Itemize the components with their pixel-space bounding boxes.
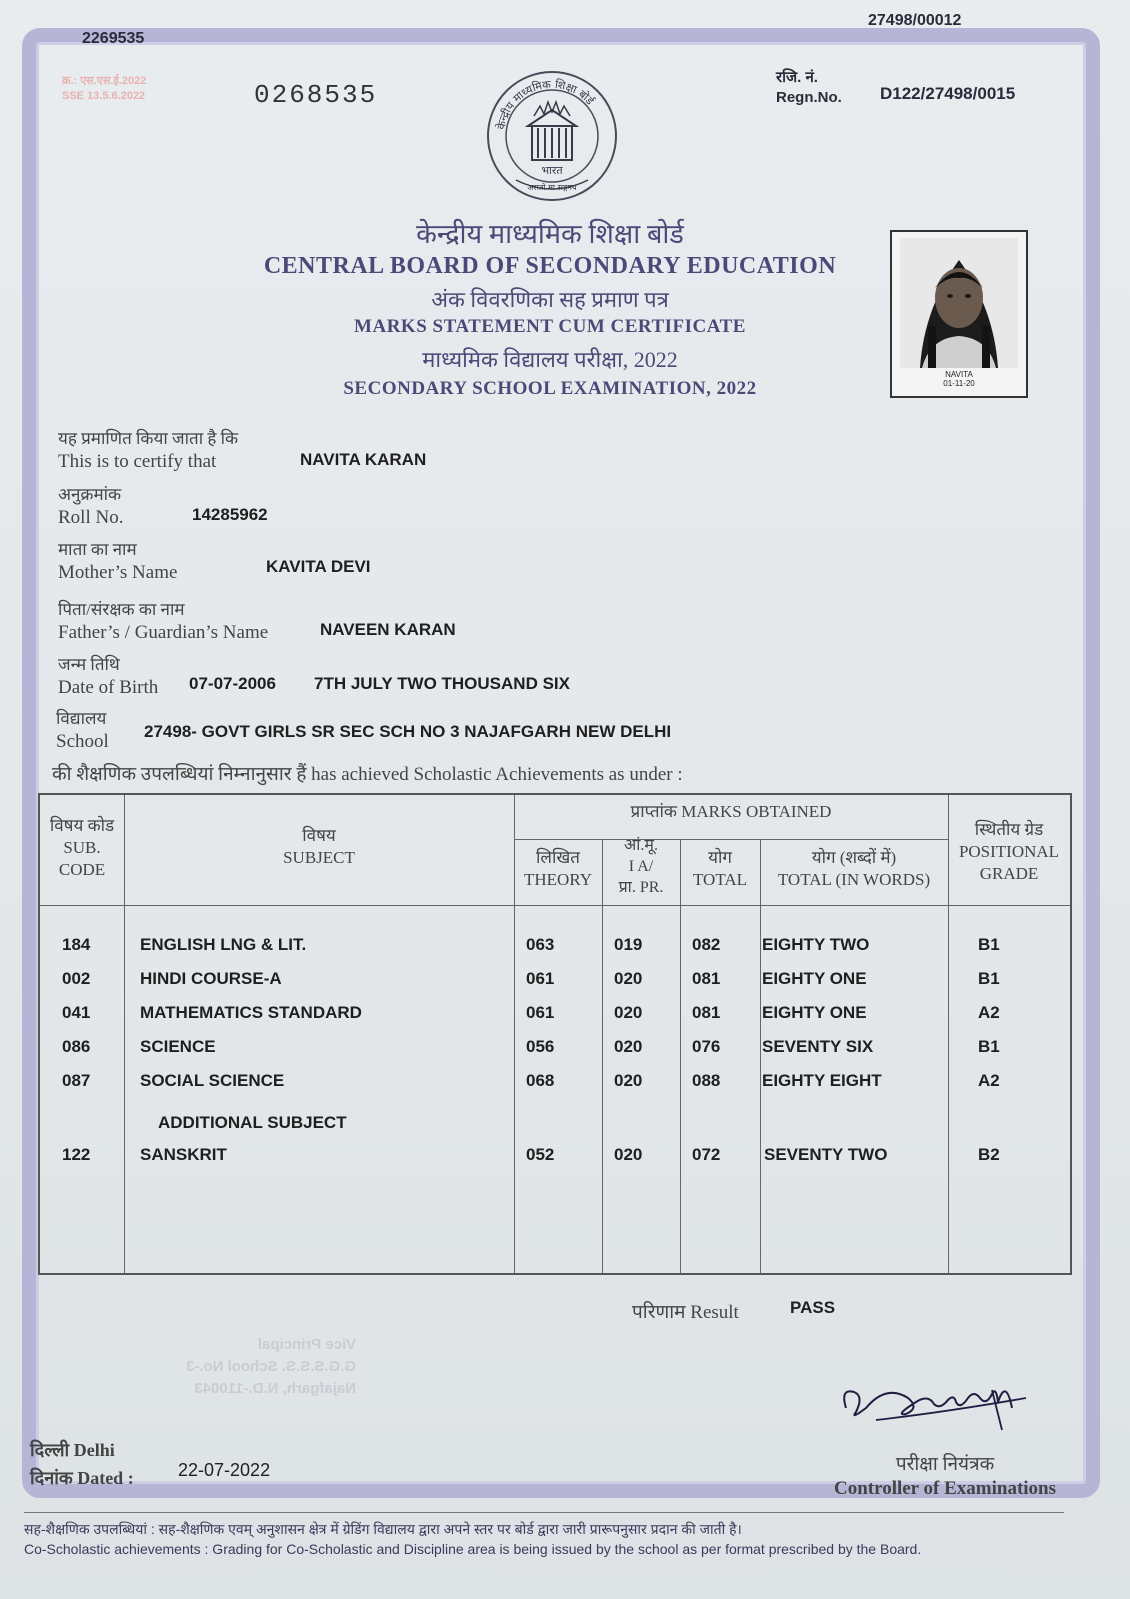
place <box>30 1438 115 1462</box>
table-row <box>40 969 1070 999</box>
header-grade-en2: GRADE <box>979 864 1039 883</box>
cell-theory: 056 <box>526 1037 555 1056</box>
header-marks-hi: प्राप्तांक <box>630 802 677 821</box>
stamp-line-3: Najafgarh, N.D.-110043 <box>194 1380 356 1397</box>
cell-grade: A2 <box>978 1071 1000 1090</box>
cell-subject: SANSKRIT <box>140 1145 227 1164</box>
cell-total-words: EIGHTY TWO <box>762 935 870 954</box>
cell-total-words: EIGHTY ONE <box>762 969 867 988</box>
logo-ring-text: केन्द्रीय माध्यमिक शिक्षा बोर्ड <box>494 77 597 131</box>
header-sub-code-en1: SUB. <box>63 838 101 857</box>
cell-ia: 019 <box>614 935 643 954</box>
cell-grade: A2 <box>978 1003 1000 1022</box>
certificate-number: 0268535 <box>254 80 378 110</box>
cell-ia: 020 <box>614 1071 643 1090</box>
cell-theory: 063 <box>526 935 555 954</box>
cell-grade: B1 <box>978 935 1000 954</box>
cell-code: 041 <box>62 1003 91 1022</box>
table-row <box>40 1071 1070 1101</box>
achievement-label-hi: की शैक्षणिक उपलब्धियां निम्नानुसार हैं <box>52 764 307 785</box>
title-block <box>200 214 900 400</box>
certify-label-en: This is to certify that <box>58 451 217 472</box>
footnote-en: Co-Scholastic achievements : Grading for Co-Scholastic and Discipline area is being issued by the school as per format prescribed by the Board. <box>24 1541 922 1557</box>
photo-caption-date: 01-11-20 <box>943 379 975 388</box>
cell-total: 088 <box>692 1071 721 1090</box>
cell-total: 072 <box>692 1145 721 1164</box>
header-grade <box>948 819 1070 885</box>
dated-label <box>30 1466 134 1490</box>
cell-theory: 052 <box>526 1145 555 1164</box>
registration-label-en: Regn.No. <box>776 89 842 106</box>
result-value: PASS <box>790 1298 836 1317</box>
header-subject-hi: विषय <box>302 826 336 845</box>
header-total-words-hi: योग (शब्दों में) <box>811 848 897 867</box>
stamp-line-2: G.G.S.S.S. School No.-3 <box>185 1358 356 1375</box>
header-total-words <box>760 847 948 891</box>
dated-label-hi: दिनांक <box>30 1468 73 1488</box>
student-photo <box>890 230 1028 398</box>
cell-code: 087 <box>62 1071 91 1090</box>
cell-total: 081 <box>692 969 721 988</box>
controller-block <box>820 1450 1070 1500</box>
registration-label-hi: रजि. नं. <box>776 69 818 86</box>
achievement-label-en: has achieved Scholastic Achievements as under : <box>311 764 683 785</box>
footnote-hi: सह-शैक्षणिक उपलब्धियां : सह-शैक्षणिक एवम् अनुशासन क्षेत्र में ग्रेडिंग विद्यालय द्वारा अपने स्तर पर बोर्ड द्वारा जारी प्रारूपनुसार प्रदान की जाती है। <box>24 1521 742 1537</box>
header-total-en: TOTAL <box>692 870 748 889</box>
header-grade-en1: POSITIONAL <box>958 842 1060 861</box>
header-theory <box>514 847 602 891</box>
cell-subject: SCIENCE <box>140 1037 216 1056</box>
date-of-birth-words: 7TH JULY TWO THOUSAND SIX <box>314 674 570 693</box>
cell-total-words: SEVENTY SIX <box>762 1037 874 1056</box>
cell-total-words: SEVENTY TWO <box>764 1145 888 1164</box>
cell-total-words: EIGHTY EIGHT <box>762 1071 882 1090</box>
result-label-hi: परिणाम <box>632 1302 686 1323</box>
board-title-en: CENTRAL BOARD OF SECONDARY EDUCATION <box>263 253 837 279</box>
result-label <box>632 1298 739 1324</box>
red-stamp: क्र.: एस.एस.ई.2022 SSE 13.5.6.2022 <box>62 75 147 102</box>
svg-text:केन्द्रीय माध्यमिक शिक्षा बोर् <box>494 78 597 131</box>
mother-name: KAVITA DEVI <box>266 557 371 576</box>
dated-label-en: Dated : <box>77 1468 134 1488</box>
cell-grade: B2 <box>978 1145 1000 1164</box>
table-row <box>40 1037 1070 1067</box>
cell-total: 076 <box>692 1037 721 1056</box>
cell-grade: B1 <box>978 969 1000 988</box>
dob-label-hi: जन्म तिथि <box>58 655 120 674</box>
cell-total-words: EIGHTY ONE <box>762 1003 867 1022</box>
issue-date: 22-07-2022 <box>178 1460 271 1480</box>
result-label-en: Result <box>690 1302 739 1323</box>
controller-signature-icon <box>836 1368 1036 1438</box>
cell-ia: 020 <box>614 969 643 988</box>
cell-theory: 068 <box>526 1071 555 1090</box>
school-name: 27498- GOVT GIRLS SR SEC SCH NO 3 NAJAFGARH NEW DELHI <box>144 722 672 741</box>
cell-subject: MATHEMATICS STANDARD <box>140 1003 362 1022</box>
header-marks-en: MARKS OBTAINED <box>681 802 832 821</box>
header-subject <box>124 825 514 869</box>
logo-country-text: भारत <box>541 164 563 177</box>
marks-table <box>38 793 1072 1275</box>
header-ia-en: I A/ <box>628 858 654 875</box>
cell-ia: 020 <box>614 1145 643 1164</box>
cell-ia: 020 <box>614 1003 643 1022</box>
cell-code: 002 <box>62 969 91 988</box>
table-row <box>40 1003 1070 1033</box>
cell-code: 122 <box>62 1145 91 1164</box>
cell-total: 081 <box>692 1003 721 1022</box>
cell-total: 082 <box>692 935 721 954</box>
photo-caption <box>892 370 1026 388</box>
vice-principal-stamp <box>96 1334 356 1414</box>
cbse-logo-icon <box>482 66 622 206</box>
header-sub-code-hi: विषय कोड <box>49 816 115 835</box>
cell-theory: 061 <box>526 1003 555 1022</box>
document-title-en: MARKS STATEMENT CUM CERTIFICATE <box>354 316 746 337</box>
table-row <box>40 935 1070 965</box>
cell-code: 184 <box>62 935 91 954</box>
stamp-line-1: Vice Principal <box>257 1336 356 1353</box>
cell-ia: 020 <box>614 1037 643 1056</box>
roll-label-hi: अनुक्रमांक <box>58 485 122 504</box>
school-label-en: School <box>56 731 109 752</box>
school-label-hi: विद्यालय <box>56 709 107 728</box>
cell-subject: ENGLISH LNG & LIT. <box>140 935 307 954</box>
footnote <box>24 1512 1064 1559</box>
header-theory-hi: लिखित <box>536 848 580 867</box>
father-label-hi: पिता/संरक्षक का नाम <box>58 600 185 619</box>
father-label-en: Father’s / Guardian’s Name <box>58 622 269 643</box>
header-theory-en: THEORY <box>524 870 592 889</box>
cell-subject: HINDI COURSE-A <box>140 969 282 988</box>
header-grade-hi: स्थितीय ग्रेड <box>974 820 1044 839</box>
header-total <box>680 847 760 891</box>
header-sub-code-en2: CODE <box>58 860 106 879</box>
certify-label-hi: यह प्रमाणित किया जाता है कि <box>58 429 239 448</box>
additional-subject-heading: ADDITIONAL SUBJECT <box>158 1113 347 1132</box>
logo-motto-text: असतो मा सद्गमय <box>527 183 577 192</box>
cell-grade: B1 <box>978 1037 1000 1056</box>
date-of-birth: 07-07-2006 <box>189 674 276 693</box>
controller-en: Controller of Examinations <box>833 1478 1057 1499</box>
header-sub-code <box>40 815 124 881</box>
father-name: NAVEEN KARAN <box>320 620 456 639</box>
document-title-hi: अंक विवरणिका सह प्रमाण पत्र <box>431 287 669 312</box>
photo-caption-name: NAVITA <box>945 370 973 379</box>
exam-title-en: SECONDARY SCHOOL EXAMINATION, 2022 <box>343 378 757 399</box>
place-hi: दिल्ली <box>30 1440 70 1460</box>
place-en: Delhi <box>73 1440 115 1460</box>
serial-number-right: 27498/00012 <box>868 12 962 29</box>
header-total-words-en: TOTAL (IN WORDS) <box>777 870 931 889</box>
header-ia-pr: प्रा. PR. <box>618 879 664 896</box>
controller-hi: परीक्षा नियंत्रक <box>895 1454 995 1475</box>
achievement-line <box>52 760 683 786</box>
mother-label-en: Mother’s Name <box>58 562 178 583</box>
header-marks-obtained <box>514 801 948 823</box>
header-ia-hi: आं.मू. <box>624 837 658 854</box>
mother-label-hi: माता का नाम <box>58 540 137 559</box>
registration-number: D122/27498/0015 <box>880 84 1016 103</box>
cell-theory: 061 <box>526 969 555 988</box>
serial-number-left: 2269535 <box>82 30 145 47</box>
exam-title-hi: माध्यमिक विद्यालय परीक्षा, 2022 <box>422 347 678 372</box>
student-name: NAVITA KARAN <box>300 450 427 469</box>
board-title-hi: केन्द्रीय माध्यमिक शिक्षा बोर्ड <box>416 219 684 249</box>
header-total-hi: योग <box>708 848 732 867</box>
dob-label-en: Date of Birth <box>58 677 159 698</box>
header-ia <box>602 835 680 898</box>
student-portrait-icon <box>900 238 1018 368</box>
cell-subject: SOCIAL SCIENCE <box>140 1071 285 1090</box>
registration-label <box>776 68 842 108</box>
cell-code: 086 <box>62 1037 91 1056</box>
roll-number: 14285962 <box>192 505 268 524</box>
table-row-additional <box>40 1145 1070 1175</box>
roll-label-en: Roll No. <box>58 507 124 528</box>
header-subject-en: SUBJECT <box>283 848 355 867</box>
